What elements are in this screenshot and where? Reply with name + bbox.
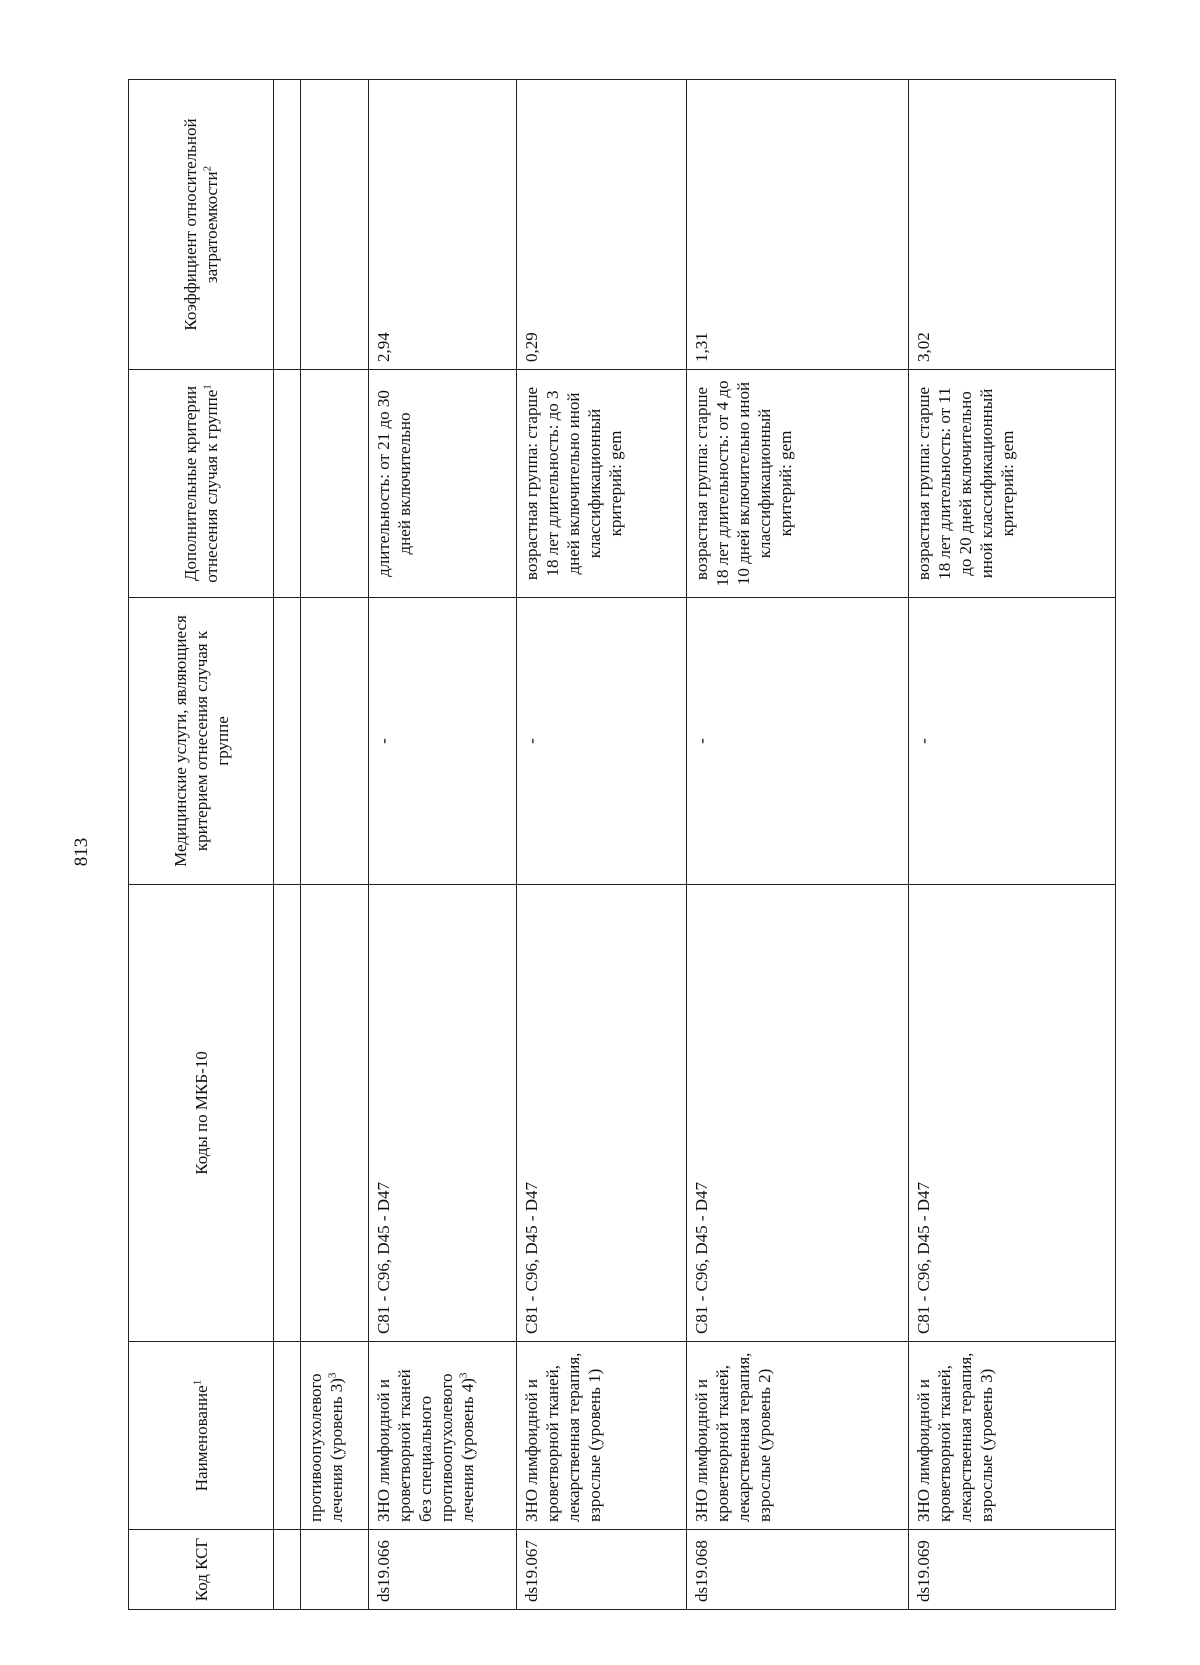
- cell-code: [301, 1530, 369, 1610]
- cell-name: противоопухолевого лечения (уровень 3)$^3$: [301, 1342, 369, 1530]
- rotated-table-container: [128, 80, 1106, 1610]
- cell-criteria: возрастная группа: старше 18 лет длительность: от 4 до 10 дней включительно иной классификационный критерий: gem: [687, 370, 909, 598]
- ksg-table: [128, 79, 1116, 1610]
- cell-services: -: [369, 598, 517, 885]
- table-row: [909, 80, 1116, 1610]
- page-number: 813: [71, 837, 92, 867]
- spacer-row: [274, 80, 301, 1610]
- spacer-cell: [274, 598, 301, 885]
- header-services: Медицинские услуги, являющиеся критерием отнесения случая к группе: [129, 598, 274, 885]
- spacer-cell: [274, 1342, 301, 1530]
- cell-code: ds19.067: [517, 1530, 687, 1610]
- cell-coef: [301, 80, 369, 370]
- cell-icd: C81 - C96, D45 - D47: [517, 885, 687, 1342]
- cell-services: -: [517, 598, 687, 885]
- header-criteria: Дополнительные критерии отнесения случая к группе$^1$: [129, 370, 274, 598]
- cell-code: ds19.068: [687, 1530, 909, 1610]
- spacer-cell: [274, 1530, 301, 1610]
- header-name: Наименование$^1$: [129, 1342, 274, 1530]
- cell-icd: C81 - C96, D45 - D47: [687, 885, 909, 1342]
- header-icd: Коды по МКБ-10: [129, 885, 274, 1342]
- cell-criteria: возрастная группа: старше 18 лет длительность: до 3 дней включительно иной классификационный критерий: gem: [517, 370, 687, 598]
- cell-criteria: [301, 370, 369, 598]
- header-coef: Коэффициент относительной затратоемкости$^2$: [129, 80, 274, 370]
- spacer-cell: [274, 80, 301, 370]
- cell-coef: 2,94: [369, 80, 517, 370]
- cell-coef: 1,31: [687, 80, 909, 370]
- cell-coef: 0,29: [517, 80, 687, 370]
- cell-name: ЗНО лимфоидной и кроветворной тканей, лекарственная терапия, взрослые (уровень 1): [517, 1342, 687, 1530]
- spacer-cell: [274, 885, 301, 1342]
- cell-code: ds19.066: [369, 1530, 517, 1610]
- table-row: [369, 80, 517, 1610]
- cell-coef: 3,02: [909, 80, 1116, 370]
- cell-criteria: возрастная группа: старше 18 лет длительность: от 11 до 20 дней включительно иной классификационный критерий: gem: [909, 370, 1116, 598]
- table-row: [687, 80, 909, 1610]
- header-code: Код КСГ: [129, 1530, 274, 1610]
- cell-icd: [301, 885, 369, 1342]
- cell-name: ЗНО лимфоидной и кроветворной тканей, лекарственная терапия, взрослые (уровень 2): [687, 1342, 909, 1530]
- header-row: [129, 80, 274, 1610]
- cell-name: ЗНО лимфоидной и кроветворной тканей, лекарственная терапия, взрослые (уровень 3): [909, 1342, 1116, 1530]
- cell-services: -: [687, 598, 909, 885]
- cell-icd: C81 - C96, D45 - D47: [369, 885, 517, 1342]
- cell-criteria: длительность: от 21 до 30 дней включительно: [369, 370, 517, 598]
- table-row: [517, 80, 687, 1610]
- spacer-cell: [274, 370, 301, 598]
- cell-name: ЗНО лимфоидной и кроветворной тканей без специального противоопухолевого лечения (уровень 4)$^3$: [369, 1342, 517, 1530]
- cell-code: ds19.069: [909, 1530, 1116, 1610]
- table-row: [301, 80, 369, 1610]
- cell-icd: C81 - C96, D45 - D47: [909, 885, 1116, 1342]
- cell-services: [301, 598, 369, 885]
- cell-services: -: [909, 598, 1116, 885]
